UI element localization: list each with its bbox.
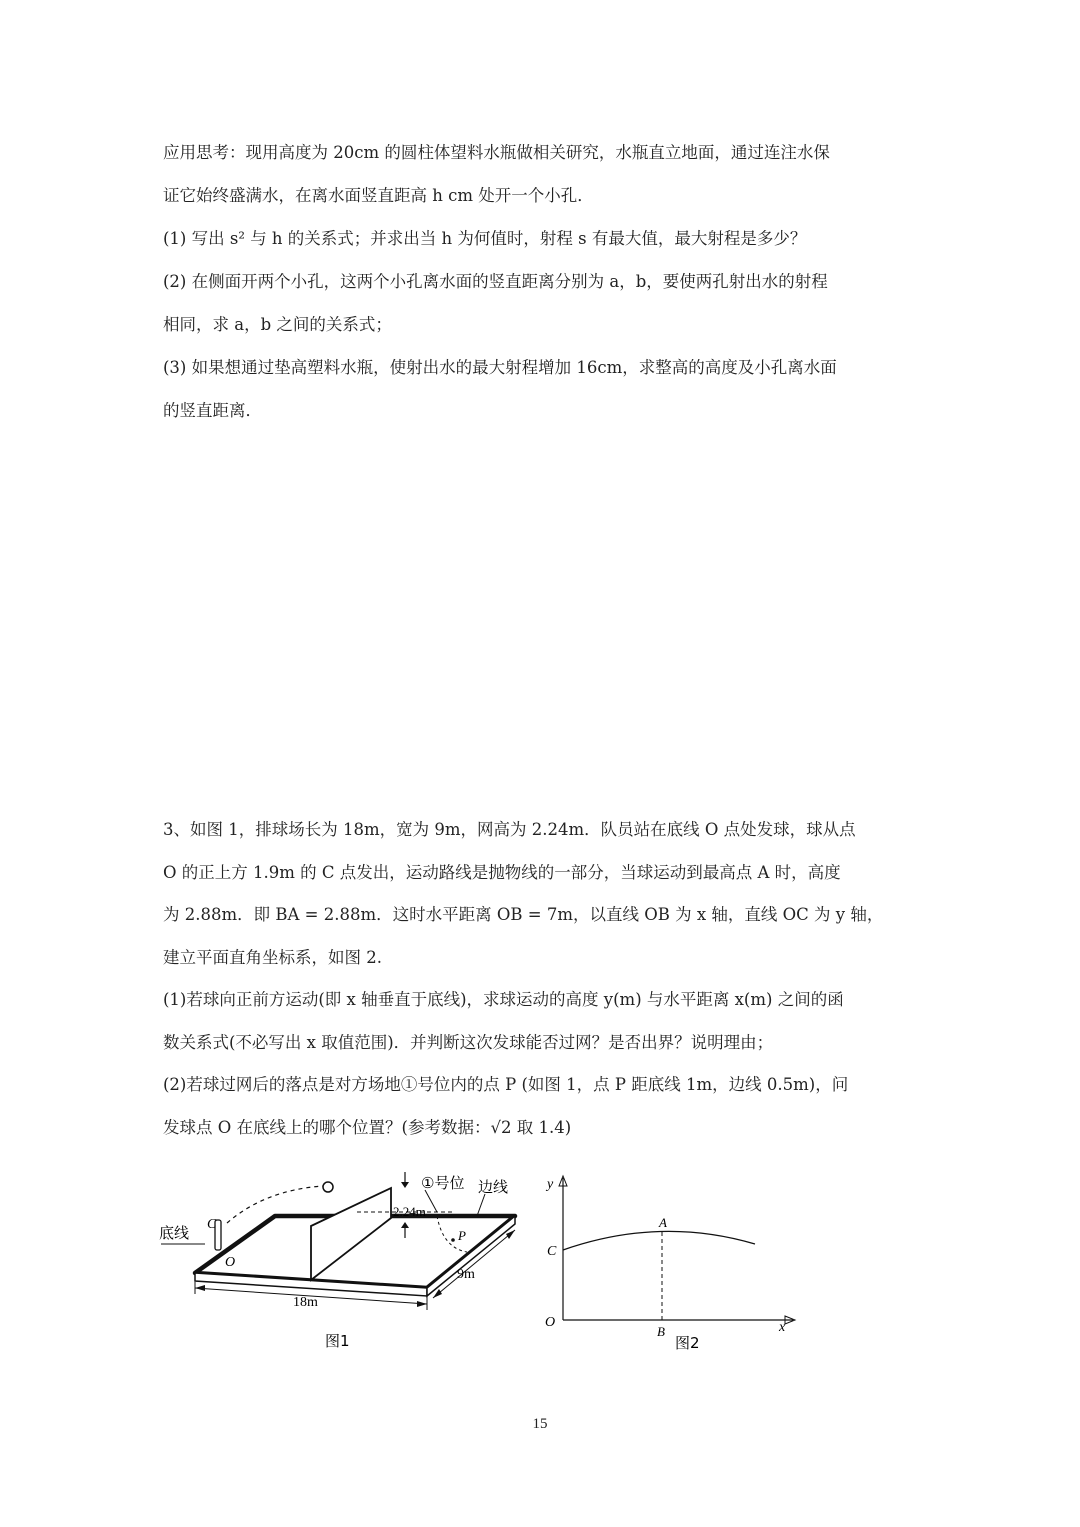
problem-3-line: 发球点 O 在底线上的哪个位置？(参考数据：√2 取 1.4) bbox=[163, 1117, 572, 1137]
arrow-head bbox=[417, 1301, 427, 1307]
label-a: A bbox=[659, 1215, 667, 1230]
arrow-head bbox=[195, 1285, 205, 1291]
label-origin: O bbox=[545, 1315, 556, 1330]
problem-3-text bbox=[163, 809, 923, 1149]
problem-3-line: 数关系式(不必写出 x 取值范围)．并判断这次发球能否过网？是否出界？说明理由； bbox=[163, 1032, 774, 1052]
label-b: B bbox=[657, 1324, 665, 1339]
problem-2-line: (1) 写出 s² 与 h 的关系式；并求出当 h 为何值时，射程 s 有最大值，最大射程是多少？ bbox=[163, 229, 807, 248]
problem-2-line: 应用思考：现用高度为 20cm 的圆柱体望料水瓶做相关研究，水瓶直立地面，通过连注水保 bbox=[163, 143, 830, 162]
width-dimension bbox=[433, 1230, 515, 1298]
problem-3-line: O 的正上方 1.9m 的 C 点发出，运动路线是抛物线的一部分，当球运动到最高点 A 时，高度 bbox=[163, 862, 841, 882]
label-baseline: 底线 bbox=[159, 1224, 190, 1242]
arrow-head bbox=[506, 1230, 515, 1239]
arrow-head bbox=[401, 1222, 409, 1228]
position-label-leader bbox=[425, 1190, 437, 1212]
label-sideline: 边线 bbox=[478, 1178, 509, 1196]
label-o: O bbox=[225, 1255, 236, 1270]
label-width: 9m bbox=[457, 1267, 475, 1282]
figure-2-caption: 图2 bbox=[675, 1334, 700, 1352]
point-p-dot bbox=[451, 1238, 455, 1242]
ball bbox=[323, 1182, 333, 1192]
net bbox=[311, 1188, 391, 1280]
label-length: 18m bbox=[293, 1295, 318, 1310]
figure-1-caption: 图1 bbox=[325, 1332, 350, 1350]
figure-2-coordinate-system bbox=[535, 1168, 805, 1358]
problem-2-line: (2) 在侧面开两个小孔，这两个小孔离水面的竖直距离分别为 a，b，要使两孔射出水的射程 bbox=[163, 272, 828, 291]
problem-3-line: (1)若球向正前方运动(即 x 轴垂直于底线)，求球运动的高度 y(m) 与水平距离 x(m) 之间的函 bbox=[163, 990, 844, 1009]
problem-2-line: 的竖直距离． bbox=[163, 401, 262, 420]
sideline-label-leader bbox=[477, 1194, 485, 1216]
label-p: P bbox=[458, 1228, 466, 1243]
problem-3-line: (2)若球过网后的落点是对方场地①号位内的点 P (如图 1，点 P 距底线 1m，边线 0.5m)，问 bbox=[163, 1075, 849, 1094]
label-c: C bbox=[547, 1244, 557, 1259]
page-number: 15 bbox=[532, 1416, 548, 1432]
label-net-height: 2.24m bbox=[393, 1204, 426, 1219]
problem-3-line: 3、如图 1，排球场长为 18m，宽为 9m，网高为 2.24m．队员站在底线 O 点处发球，球从点 bbox=[163, 820, 856, 839]
arrow-head bbox=[401, 1182, 409, 1188]
parabola-curve bbox=[563, 1231, 755, 1250]
problem-2-line: (3) 如果想通过垫高塑料水瓶，使射出水的最大射程增加 16cm，求整高的高度及小孔离水面 bbox=[163, 358, 837, 377]
problem-3-line: 建立平面直角坐标系，如图 2. bbox=[163, 947, 382, 967]
figure-1-court bbox=[155, 1168, 525, 1358]
label-position-1: ①号位 bbox=[421, 1174, 465, 1192]
problem-2-text bbox=[163, 131, 923, 432]
label-y-axis: y bbox=[547, 1177, 554, 1192]
problem-2-line: 相同，求 a，b 之间的关系式； bbox=[163, 315, 392, 334]
label-x-axis: x bbox=[779, 1320, 786, 1335]
problem-3-line: 为 2.88m．即 BA = 2.88m．这时水平距离 OB = 7m，以直线 OB 为 x 轴，直线 OC 为 y 轴， bbox=[163, 905, 884, 924]
problem-2-line: 证它始终盛满水，在离水面竖直距高 h cm 处开一个小孔． bbox=[163, 186, 594, 205]
label-c: C bbox=[207, 1217, 217, 1232]
